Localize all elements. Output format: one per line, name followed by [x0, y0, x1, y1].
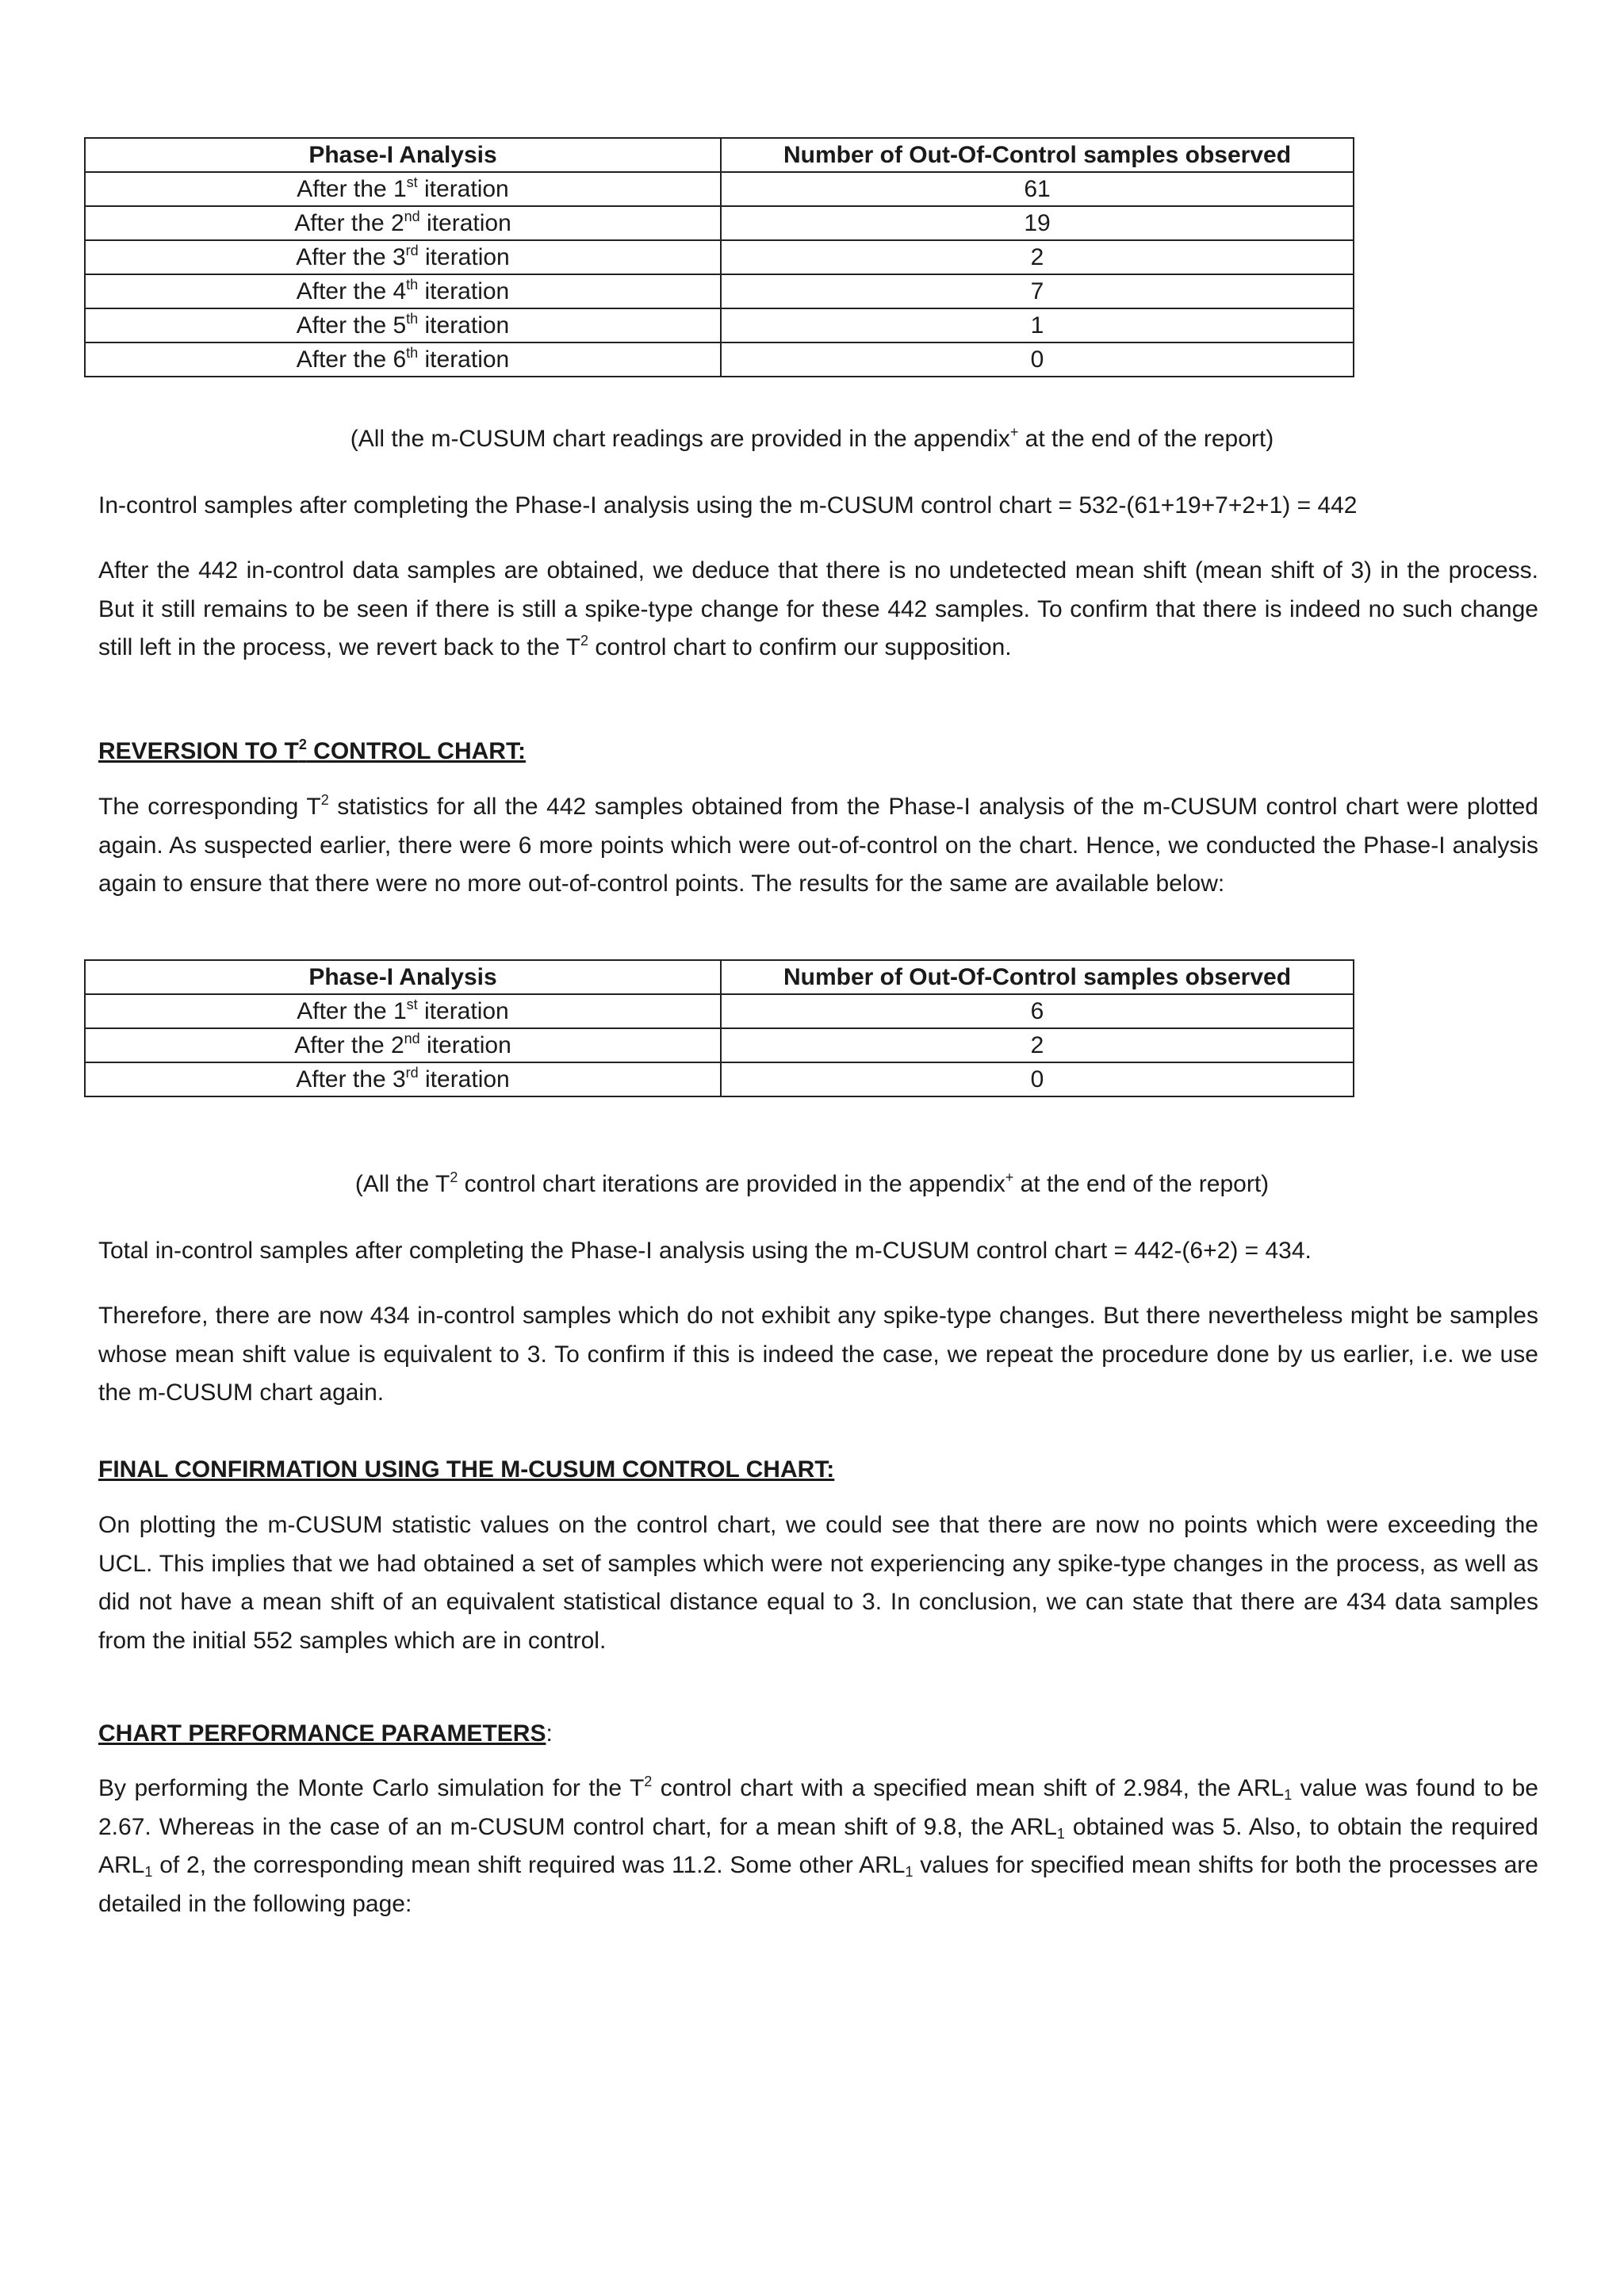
table-row — [85, 342, 1354, 377]
iteration-cell: After the 3rd iteration — [85, 1062, 721, 1096]
table-row — [85, 1062, 1354, 1096]
in-control-summary-paragraph: In-control samples after completing the Phase-I analysis using the m-CUSUM control chart = 532-(61+19+7+2+1) = 442 — [98, 492, 1358, 519]
iteration-cell: After the 2nd iteration — [85, 1028, 721, 1062]
count-cell: 1 — [721, 308, 1354, 342]
table-header-row — [85, 138, 1354, 172]
table-row — [85, 308, 1354, 342]
iteration-cell: After the 3rd iteration — [85, 240, 721, 274]
mean-shift-paragraph: After the 442 in-control data samples are obtained, we deduce that there is no undetected mean shift (mean shift of 3) in the process. But it still remains to be seen if there is still a spike-type change for these 442 samples. To confirm that there is indeed no such change still left in the process, we revert back to the $T^2$ control chart to confirm our supposition. — [98, 557, 1538, 660]
column-header: Number of Out-Of-Control samples observed — [721, 138, 1354, 172]
count-cell: 61 — [721, 172, 1354, 206]
table-row — [85, 1028, 1354, 1062]
phase1-mcusum-table — [84, 137, 1354, 377]
table-row — [85, 172, 1354, 206]
appendix-note-mcusum: (All the m-CUSUM chart readings are provided in the appendix+ at the end of the report) — [350, 424, 1274, 452]
section-heading-final-confirmation: FINAL CONFIRMATION USING THE M-CUSUM CONTROL CHART: — [98, 1456, 835, 1483]
count-cell: 7 — [721, 274, 1354, 308]
reversion-paragraph: The corresponding $T^2$ statistics for all the 442 samples obtained from the Phase-I analysis of the m-CUSUM control chart were plotted again. As suspected earlier, there were 6 more points which were out-of-control on the chart. Hence, we conducted the Phase-I analysis again to ensure that there were no more out-of-control points. The results for the same are available below: — [98, 792, 1538, 897]
count-cell: 19 — [721, 206, 1354, 240]
column-header: Phase-I Analysis — [85, 138, 721, 172]
iteration-cell: After the 2nd iteration — [85, 206, 721, 240]
spike-type-paragraph: Therefore, there are now 434 in-control samples which do not exhibit any spike-type changes. But there nevertheless might be samples whose mean shift value is equivalent to 3. To confirm if this is indeed the case, we repeat the procedure done by us earlier, i.e. we use the m-CUSUM chart again. — [98, 1303, 1538, 1406]
appendix-note-t2: (All the $T^2$ control chart iterations are provided in the appendix+ at the end of the report) — [354, 1169, 1270, 1197]
table-row — [85, 994, 1354, 1028]
column-header: Number of Out-Of-Control samples observed — [721, 960, 1354, 994]
total-in-control-paragraph: Total in-control samples after completing the Phase-I analysis using the m-CUSUM control chart = 442-(6+2) = 434. — [98, 1238, 1312, 1264]
iteration-cell: After the 1st iteration — [85, 994, 721, 1028]
phase1-t2-table — [84, 959, 1354, 1097]
table-row — [85, 240, 1354, 274]
count-cell: 6 — [721, 994, 1354, 1028]
table-row — [85, 274, 1354, 308]
column-header: Phase-I Analysis — [85, 960, 721, 994]
iteration-cell: After the 1st iteration — [85, 172, 721, 206]
section-heading-performance: CHART PERFORMANCE PARAMETERS: — [98, 1720, 553, 1747]
final-confirmation-paragraph: On plotting the m-CUSUM statistic values on the control chart, we could see that there are now no points which were exceeding the UCL. This implies that we had obtained a set of samples which were not experiencing any spike-type changes in the process, as well as did not have a mean shift of an equivalent statistical distance equal to 3. In conclusion, we can state that there are 434 data samples from the initial 552 samples which are in control. — [98, 1512, 1538, 1654]
iteration-cell: After the 5th iteration — [85, 308, 721, 342]
table-row — [85, 206, 1354, 240]
table-header-row — [85, 960, 1354, 994]
count-cell: 0 — [721, 1062, 1354, 1096]
iteration-cell: After the 4th iteration — [85, 274, 721, 308]
section-heading-reversion: REVERSION TO $T^2$ CONTROL CHART: — [98, 737, 526, 764]
performance-paragraph: By performing the Monte Carlo simulation for the $T^2$ control chart with a specified mean shift of 2.984, the $ARL_1$ value was found to be 2.67. Whereas in the case of an m-CUSUM control chart, for a mean shift of 9.8, the $ARL_1$ obtained was 5. Also, to obtain the required $ARL_1$ of 2, the corresponding mean shift required was 11.2. Some other $ARL_1$ values for specified mean shifts for both the processes are detailed in the following page: — [98, 1774, 1538, 1917]
count-cell: 2 — [721, 240, 1354, 274]
iteration-cell: After the 6th iteration — [85, 342, 721, 377]
count-cell: 2 — [721, 1028, 1354, 1062]
count-cell: 0 — [721, 342, 1354, 377]
